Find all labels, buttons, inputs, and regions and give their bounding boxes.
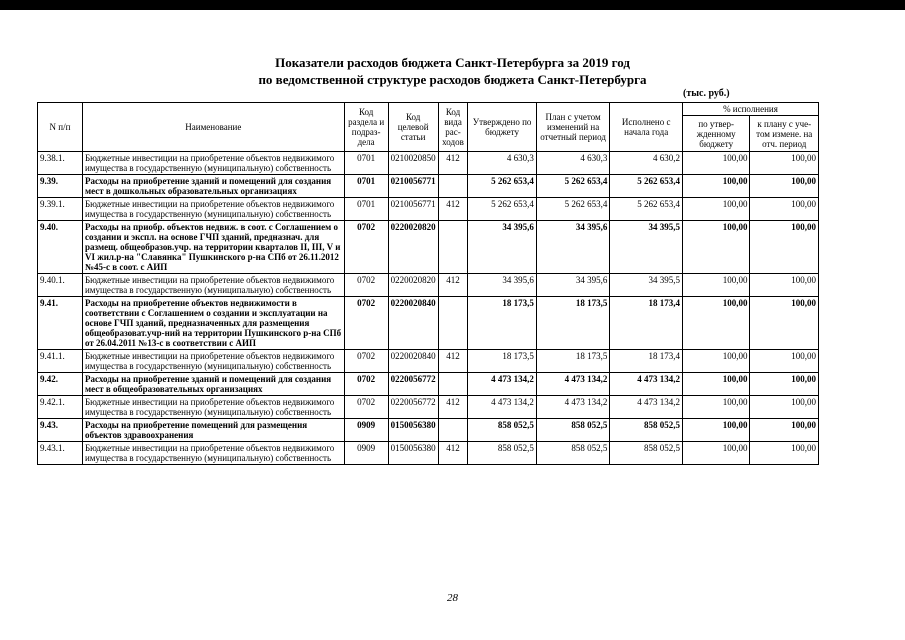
row-executed: 18 173,4 xyxy=(610,297,683,350)
table-body xyxy=(38,152,819,465)
row-target-code: 0210020850 xyxy=(388,152,438,175)
row-pct-approved: 100,00 xyxy=(682,396,749,419)
row-type-code xyxy=(438,373,468,396)
table-row xyxy=(38,221,819,274)
units-label: (тыс. руб.) xyxy=(683,88,730,99)
row-type-code xyxy=(438,221,468,274)
row-pct-approved: 100,00 xyxy=(682,373,749,396)
row-executed: 858 052,5 xyxy=(610,442,683,465)
row-num: 9.43.1. xyxy=(38,442,83,465)
row-section-code: 0909 xyxy=(344,419,388,442)
row-name: Бюджетные инвестиции на приобретение объектов недвижимого имущества в государственную (муниципальную) собственность xyxy=(82,396,344,419)
budget-table xyxy=(37,102,819,465)
row-pct-approved: 100,00 xyxy=(682,221,749,274)
row-approved: 4 630,3 xyxy=(468,152,536,175)
row-approved: 34 395,6 xyxy=(468,221,536,274)
header-pct-approved: по утвер-жденному бюджету xyxy=(682,116,749,152)
row-name: Бюджетные инвестиции на приобретение объектов недвижимого имущества в государственную (муниципальную) собственность xyxy=(82,442,344,465)
header-section: Код раздела и подраз-дела xyxy=(344,103,388,152)
table-row xyxy=(38,373,819,396)
row-target-code: 0220056772 xyxy=(388,396,438,419)
row-executed: 4 473 134,2 xyxy=(610,373,683,396)
row-section-code: 0702 xyxy=(344,350,388,373)
row-pct-plan: 100,00 xyxy=(750,350,819,373)
row-plan: 4 473 134,2 xyxy=(536,396,610,419)
row-pct-approved: 100,00 xyxy=(682,198,749,221)
report-title-line2: по ведомственной структуре расходов бюджета Санкт-Петербурга xyxy=(258,72,647,87)
row-section-code: 0702 xyxy=(344,297,388,350)
table-row xyxy=(38,350,819,373)
row-name: Расходы на приобр. объектов недвиж. в соот. с Соглашением о создании и экспл. на основе ГЧП зданий, предназнач. для размещ. общеобразов.учр. на территории кварталов II, III, V и VI жил.р-на "Славянка" Пушкинского р-на СПб от 26.11.2012 №45-с в соот. с АИП xyxy=(82,221,344,274)
row-plan: 5 262 653,4 xyxy=(536,198,610,221)
row-approved: 4 473 134,2 xyxy=(468,373,536,396)
header-target: Код целевой статьи xyxy=(388,103,438,152)
header-pct-plan: к плану с уче-том измене. на отч. период xyxy=(750,116,819,152)
page-number: 28 xyxy=(447,592,458,604)
row-pct-approved: 100,00 xyxy=(682,297,749,350)
row-executed: 34 395,5 xyxy=(610,221,683,274)
row-pct-plan: 100,00 xyxy=(750,175,819,198)
row-plan: 858 052,5 xyxy=(536,419,610,442)
report-title-line1: Показатели расходов бюджета Санкт-Петербурга за 2019 год xyxy=(275,55,630,70)
row-pct-plan: 100,00 xyxy=(750,396,819,419)
row-target-code: 0210056771 xyxy=(388,175,438,198)
row-pct-approved: 100,00 xyxy=(682,442,749,465)
row-name: Бюджетные инвестиции на приобретение объектов недвижимого имущества в государственную (муниципальную) собственность xyxy=(82,198,344,221)
row-plan: 34 395,6 xyxy=(536,221,610,274)
row-pct-plan: 100,00 xyxy=(750,198,819,221)
row-pct-plan: 100,00 xyxy=(750,373,819,396)
row-type-code xyxy=(438,419,468,442)
row-num: 9.40. xyxy=(38,221,83,274)
row-plan: 18 173,5 xyxy=(536,350,610,373)
row-plan: 4 630,3 xyxy=(536,152,610,175)
row-num: 9.39.1. xyxy=(38,198,83,221)
row-plan: 18 173,5 xyxy=(536,297,610,350)
header-plan: План с учетом изменений на отчетный период xyxy=(536,103,610,152)
row-type-code xyxy=(438,297,468,350)
row-num: 9.38.1. xyxy=(38,152,83,175)
row-approved: 18 173,5 xyxy=(468,297,536,350)
row-type-code: 412 xyxy=(438,442,468,465)
row-target-code: 0220020840 xyxy=(388,350,438,373)
row-pct-approved: 100,00 xyxy=(682,274,749,297)
row-plan: 4 473 134,2 xyxy=(536,373,610,396)
row-approved: 5 262 653,4 xyxy=(468,198,536,221)
table-row xyxy=(38,152,819,175)
row-name: Расходы на приобретение зданий и помещений для создания мест в дошкольных образовательных организациях xyxy=(82,175,344,198)
row-section-code: 0701 xyxy=(344,152,388,175)
row-section-code: 0702 xyxy=(344,396,388,419)
row-num: 9.42.1. xyxy=(38,396,83,419)
row-section-code: 0702 xyxy=(344,221,388,274)
header-percent-group: % исполнения xyxy=(682,103,818,116)
row-approved: 34 395,6 xyxy=(468,274,536,297)
header-name: Наименование xyxy=(82,103,344,152)
row-name: Расходы на приобретение объектов недвижимости в соответствии с Соглашением о создании и эксплуатации на основе ГЧП зданий, предназначенных для размещения общеобразоват.учр-ний на территории Пушкинского р-на СПб от 26.04.2011 №13-с в соответствии с АИП xyxy=(82,297,344,350)
row-pct-plan: 100,00 xyxy=(750,419,819,442)
row-target-code: 0220020840 xyxy=(388,297,438,350)
header-approved: Утверждено по бюджету xyxy=(468,103,536,152)
header-num: N п/п xyxy=(38,103,83,152)
table-row xyxy=(38,442,819,465)
row-target-code: 0220056772 xyxy=(388,373,438,396)
row-pct-plan: 100,00 xyxy=(750,152,819,175)
row-type-code: 412 xyxy=(438,198,468,221)
row-name: Расходы на приобретение зданий и помещений для создания мест в общеобразовательных организациях xyxy=(82,373,344,396)
row-section-code: 0702 xyxy=(344,373,388,396)
row-pct-approved: 100,00 xyxy=(682,350,749,373)
row-executed: 858 052,5 xyxy=(610,419,683,442)
row-num: 9.40.1. xyxy=(38,274,83,297)
row-pct-approved: 100,00 xyxy=(682,152,749,175)
row-pct-approved: 100,00 xyxy=(682,419,749,442)
table-row xyxy=(38,175,819,198)
table-row xyxy=(38,274,819,297)
row-num: 9.39. xyxy=(38,175,83,198)
header-executed: Исполнено с начала года xyxy=(610,103,683,152)
scan-top-border xyxy=(0,0,905,10)
table-row xyxy=(38,419,819,442)
table-row xyxy=(38,198,819,221)
row-pct-approved: 100,00 xyxy=(682,175,749,198)
row-approved: 18 173,5 xyxy=(468,350,536,373)
row-pct-plan: 100,00 xyxy=(750,274,819,297)
row-target-code: 0220020820 xyxy=(388,274,438,297)
row-name: Бюджетные инвестиции на приобретение объектов недвижимого имущества в государственную (муниципальную) собственность xyxy=(82,350,344,373)
row-executed: 34 395,5 xyxy=(610,274,683,297)
row-type-code: 412 xyxy=(438,350,468,373)
row-approved: 858 052,5 xyxy=(468,442,536,465)
row-name: Бюджетные инвестиции на приобретение объектов недвижимого имущества в государственную (муниципальную) собственность xyxy=(82,152,344,175)
row-pct-plan: 100,00 xyxy=(750,221,819,274)
row-target-code: 0150056380 xyxy=(388,442,438,465)
row-approved: 4 473 134,2 xyxy=(468,396,536,419)
table-row xyxy=(38,297,819,350)
row-type-code xyxy=(438,175,468,198)
row-executed: 5 262 653,4 xyxy=(610,198,683,221)
row-target-code: 0150056380 xyxy=(388,419,438,442)
row-section-code: 0702 xyxy=(344,274,388,297)
row-name: Расходы на приобретение помещений для размещения объектов здравоохранения xyxy=(82,419,344,442)
row-name: Бюджетные инвестиции на приобретение объектов недвижимого имущества в государственную (муниципальную) собственность xyxy=(82,274,344,297)
row-pct-plan: 100,00 xyxy=(750,442,819,465)
row-plan: 5 262 653,4 xyxy=(536,175,610,198)
row-executed: 5 262 653,4 xyxy=(610,175,683,198)
row-num: 9.42. xyxy=(38,373,83,396)
row-approved: 858 052,5 xyxy=(468,419,536,442)
row-target-code: 0220020820 xyxy=(388,221,438,274)
row-type-code: 412 xyxy=(438,396,468,419)
row-num: 9.43. xyxy=(38,419,83,442)
row-type-code: 412 xyxy=(438,152,468,175)
row-section-code: 0909 xyxy=(344,442,388,465)
row-pct-plan: 100,00 xyxy=(750,297,819,350)
row-executed: 18 173,4 xyxy=(610,350,683,373)
row-plan: 858 052,5 xyxy=(536,442,610,465)
table-row xyxy=(38,396,819,419)
row-num: 9.41.1. xyxy=(38,350,83,373)
row-type-code: 412 xyxy=(438,274,468,297)
row-executed: 4 473 134,2 xyxy=(610,396,683,419)
row-num: 9.41. xyxy=(38,297,83,350)
row-executed: 4 630,2 xyxy=(610,152,683,175)
header-type: Код вида рас-ходов xyxy=(438,103,468,152)
row-section-code: 0701 xyxy=(344,175,388,198)
row-approved: 5 262 653,4 xyxy=(468,175,536,198)
row-section-code: 0701 xyxy=(344,198,388,221)
row-plan: 34 395,6 xyxy=(536,274,610,297)
row-target-code: 0210056771 xyxy=(388,198,438,221)
